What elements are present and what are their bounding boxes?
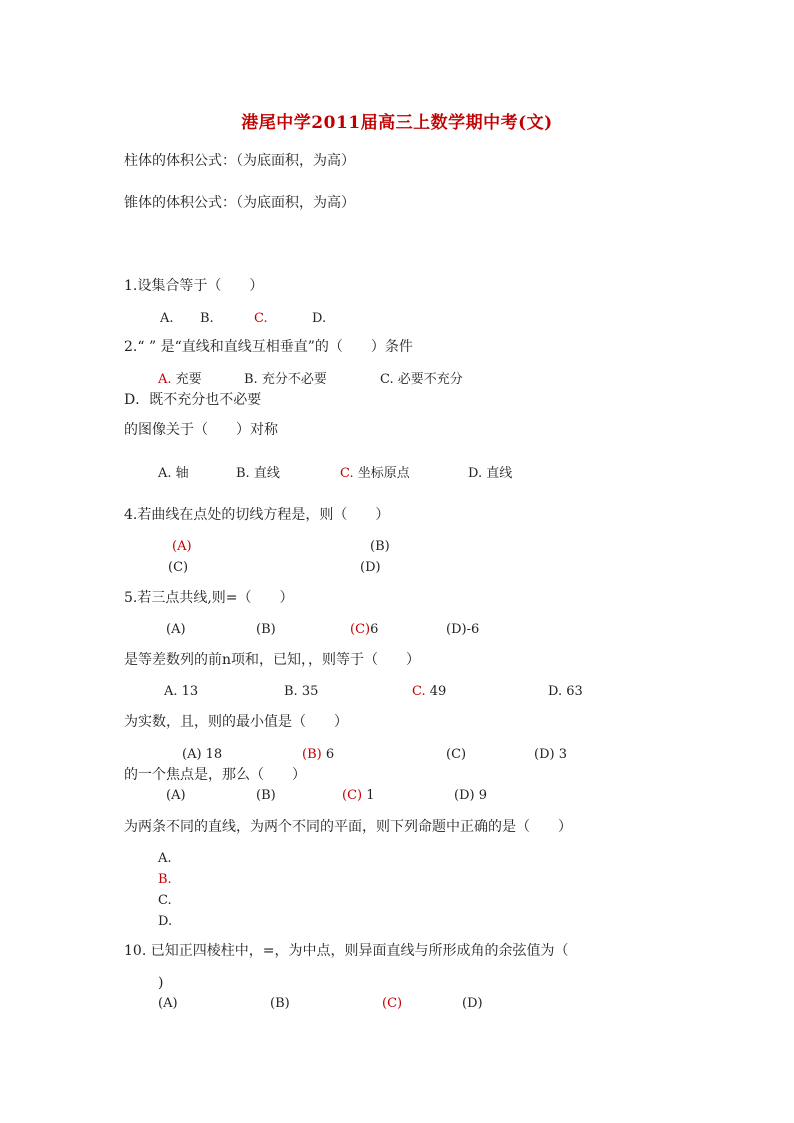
q6-option-a: A. 13 [164, 684, 199, 699]
q1-option-d: D. [312, 311, 327, 326]
q2-option-a-text: 充要 [175, 372, 202, 387]
q10-option-a: (A) [158, 996, 178, 1011]
q4-option-a: (A) [172, 539, 192, 554]
q5-option-b: (B) [256, 622, 276, 637]
q10-option-b: (B) [270, 996, 290, 1011]
q6-option-d: D. 63 [548, 684, 583, 699]
q8-option-c-text: 1 [366, 788, 375, 803]
q8-option-c [342, 787, 375, 805]
q3-option-b: B. 直线 [236, 466, 280, 481]
formula-cylinder: 柱体的体积公式：（为底面积，为高） [124, 153, 355, 169]
q7-option-c: (C) [446, 747, 467, 762]
q2-option-d: D．既不充分也不必要 [124, 392, 262, 408]
q1-option-b: B. [200, 311, 214, 326]
q6-option-c-letter: C. [412, 684, 426, 699]
q2-option-a [158, 371, 202, 389]
q3-option-a: A. 轴 [158, 466, 189, 481]
q3-option-c-text: 坐标原点 [357, 466, 410, 481]
q10-stem-continued: ) [158, 975, 164, 991]
q1-option-c: C. [254, 311, 268, 326]
q7-stem: 为实数，且，则的最小值是（ ） [124, 714, 348, 730]
q9-option-d: D. [158, 914, 173, 929]
q9-option-c: C. [158, 893, 172, 908]
q8-option-a: (A) [166, 788, 186, 803]
q8-option-c-letter: (C) [342, 788, 363, 803]
q7-option-b-letter: (B) [302, 747, 322, 762]
formula-cone: 锥体的体积公式：（为底面积，为高） [124, 195, 355, 211]
q4-stem: 4.若曲线在点处的切线方程是，则（ ） [124, 507, 390, 523]
q3-stem: 的图像关于（ ）对称 [124, 422, 278, 438]
q1-stem: 1.设集合等于（ ） [124, 278, 264, 294]
q9-option-a: A. [158, 851, 172, 866]
q9-stem: 为两条不同的直线，为两个不同的平面，则下列命题中正确的是（ ） [124, 819, 572, 835]
q4-option-c: (C) [168, 560, 189, 575]
q8-option-b: (B) [256, 788, 276, 803]
q6-option-b: B. 35 [284, 684, 319, 699]
q2-option-a-letter: A. [158, 372, 172, 387]
q10-option-c: (C) [382, 996, 403, 1011]
q5-option-c [350, 621, 378, 639]
q10-stem: 10. 已知正四棱柱中，=，为中点，则异面直线与所形成角的余弦值为（ [124, 943, 569, 959]
q10-option-d: (D) [462, 996, 483, 1011]
q5-option-a: (A) [166, 622, 186, 637]
q5-option-c-text: 6 [370, 622, 379, 637]
q6-stem: 是等差数列的前n项和，已知，，则等于（ ） [124, 652, 421, 668]
q2-option-b: B. 充分不必要 [244, 372, 327, 387]
q2-stem: 2.“ ” 是“直线和直线互相垂直”的（ ）条件 [124, 339, 413, 355]
q7-option-b-text: 6 [325, 747, 335, 762]
q5-option-d: (D)-6 [446, 622, 480, 637]
q7-option-a: (A) 18 [182, 747, 223, 762]
q2-option-c: C. 必要不充分 [380, 372, 463, 387]
q8-option-d: (D) 9 [454, 788, 487, 803]
q7-option-d: (D) 3 [534, 747, 567, 762]
q7-option-b [302, 746, 334, 764]
q5-option-c-letter: (C) [350, 622, 371, 637]
q5-stem: 5.若三点共线,则=（ ） [124, 590, 294, 606]
q8-stem: 的一个焦点是，那么（ ） [124, 767, 306, 783]
page-title: 港尾中学2011届高三上数学期中考(文) [241, 113, 553, 133]
q6-option-c [412, 683, 446, 701]
q1-option-a: A. [160, 311, 174, 326]
q4-option-d: (D) [360, 560, 381, 575]
q3-option-c-letter: C. [340, 466, 354, 481]
q3-option-d: D. 直线 [468, 466, 513, 481]
q3-option-c [340, 465, 410, 483]
q6-option-c-text: 49 [429, 684, 447, 699]
q4-option-b: (B) [370, 539, 390, 554]
q9-option-b: B. [158, 872, 172, 887]
